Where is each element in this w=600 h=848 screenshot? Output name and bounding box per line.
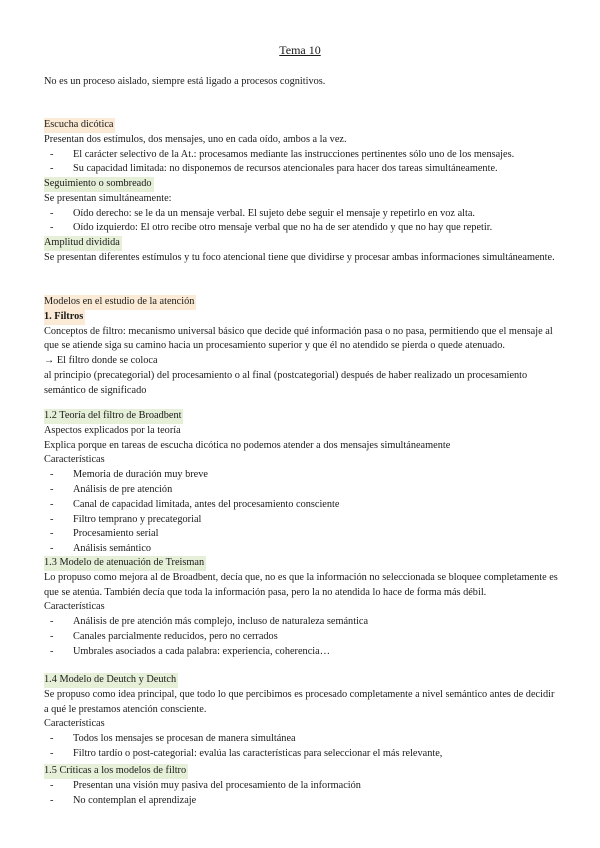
section-seguimiento <box>44 177 560 236</box>
characteristics-label: Características <box>44 601 105 613</box>
characteristics-label: Características <box>44 454 105 466</box>
intro-text: No es un proceso aislado, siempre está ligado a procesos cognitivos. <box>44 76 326 87</box>
bullet-list <box>44 148 560 178</box>
list-item: - Oído izquierdo: El otro recibe otro mensaje verbal que no ha de ser atendido y que no hay que repetir. <box>44 221 560 236</box>
list-item: - Filtro temprano y precategorial <box>44 513 560 528</box>
section-broadbent <box>44 409 560 557</box>
bullet-list <box>44 468 560 557</box>
list-item: - Análisis semántico <box>44 542 560 557</box>
section-text: Lo propuso como mejora al de Broadbent, decía que, no es que la información no seleccionada se bloquee completamente es que se atenúa. También decía que toda la información pasa, pero la no atendida lo hace de forma más débil. <box>44 571 558 598</box>
section-text: Aspectos explicados por la teoría <box>44 424 181 436</box>
section-text: Conceptos de filtro: mecanismo universal básico que decide qué información pasa o no pasa, permitiendo que el mensaje al que se atiende siga su camino hacia un procesamiento superior y que él no atendido se pierda o quede atenuado. <box>44 325 553 352</box>
list-item: - Filtro tardío o post-categorial: evalúa las características para seleccionar el más relevante, <box>44 747 560 762</box>
list-item: - No contemplan el aprendizaje <box>44 794 560 809</box>
section-heading: 1.4 Modelo de Deutch y Deutch <box>44 673 178 688</box>
section-modelos <box>44 295 560 399</box>
list-item: - Análisis de pre atención más complejo, incluso de naturaleza semántica <box>44 615 560 630</box>
section-heading: Modelos en el estudio de la atención <box>44 295 196 310</box>
bullet-list <box>44 615 560 659</box>
subsection-heading: 1. Filtros <box>44 310 85 325</box>
section-text: Se propuso como idea principal, que todo lo que percibimos es procesado completamente a nivel semántico antes de decidir a qué le prestamos atención consciente. <box>44 688 555 715</box>
characteristics-label: Características <box>44 718 105 730</box>
list-item: - El carácter selectivo de la At.: procesamos mediante las instrucciones pertinentes sólo uno de los mensajes. <box>44 148 560 163</box>
list-item: - Canales parcialmente reducidos, pero no cerrados <box>44 630 560 645</box>
list-item: - Su capacidad limitada: no disponemos de recursos atencionales para hacer dos tareas simultáneamente. <box>44 162 560 177</box>
list-item: - Presentan una visión muy pasiva del procesamiento de la información <box>44 779 560 794</box>
bullet-list <box>44 732 560 762</box>
section-heading: Amplitud dividida <box>44 236 122 251</box>
section-text: Presentan dos estímulos, dos mensajes, uno en cada oído, ambos a la vez. <box>44 133 347 145</box>
list-item: - Canal de capacidad limitada, antes del procesamiento consciente <box>44 498 560 513</box>
list-item: - Procesamiento serial <box>44 527 560 542</box>
section-criticas <box>44 764 560 808</box>
section-text: al principio (precategorial) del procesamiento o al final (postcategorial) después de haber realizado un procesamiento semántico de significado <box>44 369 528 396</box>
section-heading: 1.2 Teoría del filtro de Broadbent <box>44 409 183 424</box>
section-text: Se presentan diferentes estímulos y tu foco atencional tiene que dividirse y procesar ambas informaciones simultáneamente. <box>44 251 555 263</box>
section-heading: 1.5 Críticas a los modelos de filtro <box>44 764 188 779</box>
list-item: - Todos los mensajes se procesan de manera simultánea <box>44 732 560 747</box>
section-text: Explica porque en tareas de escucha dicótica no podemos atender a dos mensajes simultáneamente <box>44 439 451 451</box>
section-heading: Seguimiento o sombreado <box>44 177 154 192</box>
section-heading: 1.3 Modelo de atenuación de Treisman <box>44 556 206 571</box>
section-treisman <box>44 556 560 660</box>
page-title: Tema 10 <box>279 43 321 57</box>
section-amplitud <box>44 236 560 266</box>
section-text: Se presentan simultáneamente: <box>44 192 172 204</box>
list-item: - Análisis de pre atención <box>44 483 560 498</box>
list-item: - Memoria de duración muy breve <box>44 468 560 483</box>
list-item: - Oído derecho: se le da un mensaje verbal. El sujeto debe seguir el mensaje y repetirlo en voz alta. <box>44 207 560 222</box>
arrow-text: → El filtro donde se coloca <box>44 355 158 367</box>
bullet-list <box>44 779 560 809</box>
section-heading: Escucha dicótica <box>44 118 115 133</box>
bullet-list <box>44 207 560 237</box>
section-deutch <box>44 673 560 762</box>
list-item: - Umbrales asociados a cada palabra: experiencia, coherencia… <box>44 645 560 660</box>
section-escucha <box>44 118 560 177</box>
